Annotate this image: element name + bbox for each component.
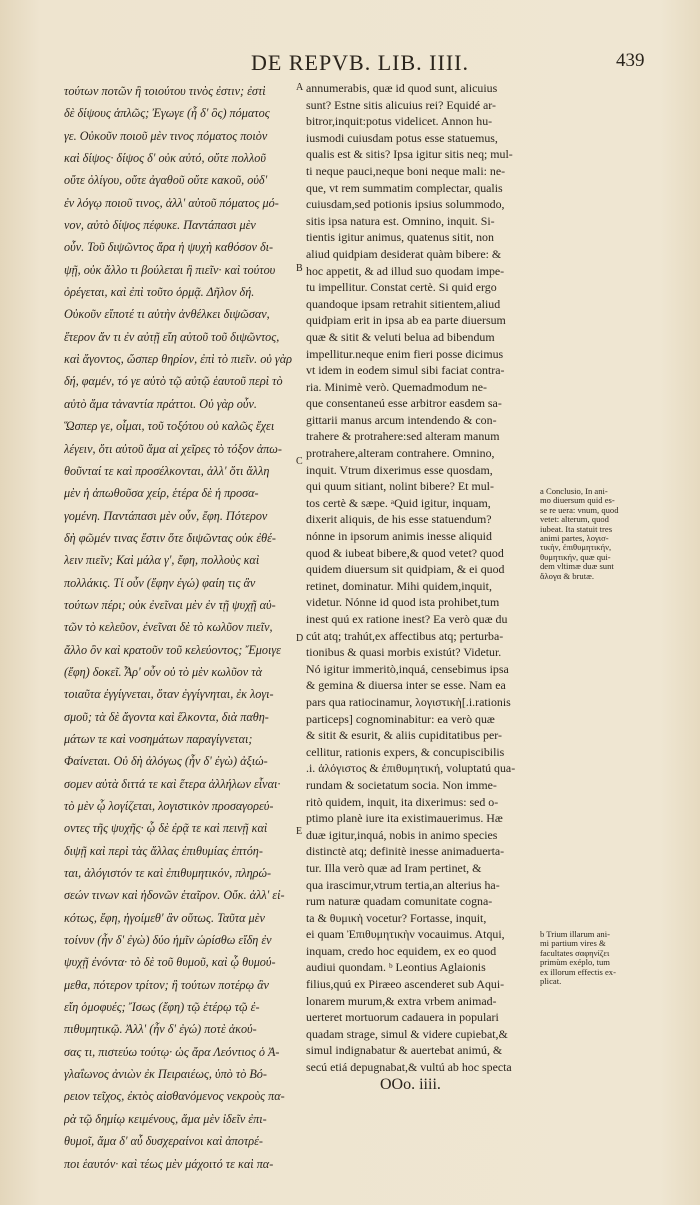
latin-text-line: .i. ἀλόγιστος & ἐπιθυμητική, voluptatú qua- <box>306 761 516 776</box>
margin-note-line: τικὴν, ἐπιθυμητικήν, <box>540 543 612 553</box>
greek-text-line: Οὐκοῦν εἴποτέ τι αὐτὴν ἀνθέλκει διψῶσαν, <box>64 307 270 322</box>
latin-text-line: tientis igitur animus, quatenus sitit, non <box>306 230 494 245</box>
latin-text-line: quidpiam erit in ipsa ab ea parte diuersum <box>306 313 506 328</box>
greek-text-line: ψῇ, οὐκ ἄλλο τι βούλεται ἢ πιεῖν· καὶ τούτου <box>64 262 276 277</box>
greek-text-line: ψυχῇ ἐνόντα· τὸ δὲ τοῦ θυμοῦ, καὶ ᾧ θυμού- <box>64 955 276 970</box>
latin-text-line: aliud quidpiam desiderat quàm bibere: & <box>306 246 502 261</box>
margin-letter-b: B <box>296 263 303 274</box>
latin-text-line: bitror,inquit:potus videlicet. Annon hu- <box>306 114 493 129</box>
greek-text-line: λέγειν, ὅτι αὐτοῦ ἅμα αἱ χεῖρες τὸ τόξον ἀπω- <box>64 441 282 456</box>
latin-text-line: cellitur, rationis expers, & concupiscibilis <box>306 744 505 759</box>
latin-text-line: ria. Minimè verò. Quemadmodum ne- <box>306 379 487 394</box>
latin-text-line: dixerit aliquis, de his esse statuendum? <box>306 512 492 527</box>
latin-text-line: & gemina & diuersa inter se esse. Nam ea <box>306 678 506 693</box>
greek-text-line: τοίνυν (ἦν δ' ἐγὼ) δύο ἡμῖν ὡρίσθω εἴδη ἐν <box>64 933 272 948</box>
margin-note-line: ex illorum effectis ex- <box>540 967 616 977</box>
latin-text-line: Nó igitur immeritò,inquá, censebimus ipsa <box>306 661 509 676</box>
latin-text-line: pars qua ratiocinamur, λογιστικὴ[.i.rationis <box>306 694 511 709</box>
margin-note-b <box>540 930 700 986</box>
greek-text-line: τῶν τὸ κελεῦον, ἐνεῖναι δὲ τὸ κωλῦον πιεῖν, <box>64 620 273 635</box>
greek-text-line: τοιαῦτα ἐγγίγνεται, ὅταν ἐγγίγνηται, ἐκ λογι- <box>64 687 274 702</box>
latin-text-line: quadam strage, simul & videre cupiebat,& <box>306 1026 508 1041</box>
margin-note-line: vetet: alterum, quod <box>540 515 609 525</box>
greek-text-line: σας τι, πιστεύω τούτῳ· ὡς ἄρα Λεόντιος ὁ Ἀ- <box>64 1044 280 1059</box>
latin-text-line: lonarem murum,& extra vrbem animad- <box>306 993 497 1008</box>
margin-note-line: θυμητικήν, quæ qui- <box>540 552 611 562</box>
greek-text-line: αὐτὸ ἅμα τἀναντία πράττοι. Οὐ γὰρ οὖν. <box>64 396 257 411</box>
margin-letter-e: E <box>296 826 303 837</box>
latin-text-line: que consentaneú esse arbitror easdem sa- <box>306 396 502 411</box>
latin-text-line: distinctè atq; definitè inesse animaduerta- <box>306 844 505 859</box>
latin-text-line: audiui quondam. ᵇ Leontius Aglaionis <box>306 960 486 975</box>
greek-text-line: δὲ δίψους ἁπλῶς; Ἐγωγε (ἦ δ' ὃς) πόματος <box>64 106 270 121</box>
latin-text-line: hoc appetit, & ad illud suo quodam impe- <box>306 263 505 278</box>
latin-text-line: ei quam Ἐπιθυμητικὴν vocauimus. Atqui, <box>306 927 505 942</box>
greek-text-line: σεών τινων καὶ ἡδονῶν ἑταῖρον. Οὔκ. ἀλλ' εἰ- <box>64 888 285 903</box>
latin-text-line: tu impellitur. Constat certè. Si quid ergo <box>306 280 497 295</box>
latin-text-line: tionibus & quasi morbis existút? Videtur. <box>306 645 502 660</box>
margin-note-line: plicat. <box>540 977 562 987</box>
margin-letter-a: A <box>296 82 304 93</box>
latin-text-line: simul indignabatur & auertebat animú, & <box>306 1043 503 1058</box>
latin-text-line: rundam & societatum socia. Non imme- <box>306 777 497 792</box>
latin-text-line: duæ igitur,inquá, nobis in animo species <box>306 827 498 842</box>
greek-text-line: κότως, ἔφη, ἡγοίμεθ' ἂν οὕτως. Ταῦτα μὲν <box>64 910 265 925</box>
greek-text-line: ἕτερον ἄν τι ἐν αὐτῇ εἴη αὐτοῦ τοῦ διψῶντος, <box>64 329 280 344</box>
latin-text-line: sunt? Estne sitis alicuius rei? Equidé ar- <box>306 97 496 112</box>
margin-note-line: facultates σαφηνίζει <box>540 948 610 958</box>
greek-text-line: ρὰ τῷ δημίῳ κειμένους, ἅμα μὲν ἰδεῖν ἐπι- <box>64 1111 267 1126</box>
latin-text-line: inest quú ex ratione inest? Ea verò quæ du <box>306 612 508 626</box>
latin-text-line: annumerabis, quæ id quod sunt, alicuius <box>306 81 498 95</box>
greek-text-line: εἴη ὁμοφυές; Ἴσως (ἔφη) τῷ ἑτέρῳ τῷ ἐ- <box>64 1000 260 1015</box>
greek-text-line: σομεν αὐτὰ διττά τε καὶ ἕτερα ἀλλήλων εἶναι· <box>64 776 281 791</box>
latin-text-line: qualis est & sitis? Ipsa igitur sitis neq; mul- <box>306 147 513 162</box>
margin-note-line: iubeat. Ita statuit tres <box>540 524 613 534</box>
latin-text-line: videtur. Nónne id quod ista prohibet,tum <box>306 595 500 610</box>
greek-text-line: νον, αὐτὸ δίψος πέφυκε. Παντάπασι μὲν <box>64 218 256 233</box>
latin-text-line: filius,quú ex Piræeo ascenderet sub Aqui- <box>306 977 505 992</box>
greek-text-line: μὲν ἡ ἀπωθοῦσα χείρ, ἑτέρα δὲ ἡ προσα- <box>64 486 259 501</box>
latin-text-line: gittarii manus arcum intendendo & con- <box>306 412 497 427</box>
margin-letter-c: C <box>296 456 303 467</box>
greek-text-line: μεθα, πότερον τρίτον; ἢ τούτων ποτέρῳ ἂν <box>64 977 269 992</box>
greek-text-line: σμοῦ; τὰ δὲ ἄγοντα καὶ ἕλκοντα, διὰ παθη- <box>64 709 269 724</box>
greek-text-line: (ἔφη) δοκεῖ. Ἆρ' οὖν οὐ τὸ μὲν κωλῦον τὰ <box>64 664 262 679</box>
latin-text-line: inquit. Vtrum dixerimus esse quosdam, <box>306 462 493 477</box>
greek-text-line: δὴ φῶμέν τινας ἔστιν ὅτε διψῶντας οὐκ ἐθέ- <box>64 530 276 545</box>
latin-text-line: vt idem in eodem simul sibi faciat contra- <box>306 363 505 378</box>
page-number: 439 <box>616 50 645 71</box>
latin-text-line: secú etiá depugnabat,& vultú ab hoc specta <box>306 1060 512 1075</box>
latin-text-line: qui quum sitiant, nolint bibere? Et mul- <box>306 479 494 494</box>
signature-mark: OOo. iiii. <box>380 1076 441 1093</box>
greek-text-line: καὶ δίψος· δίψος δ' οὐκ αὐτό, οὔτε πολλοῦ <box>64 151 266 166</box>
greek-text-line: γλαΐωνος ἀνιὼν ἐκ Πειραιέως, ὑπὸ τὸ Βό- <box>64 1067 267 1082</box>
greek-text-line: οὖν. Τοῦ διψῶντος ἄρα ἡ ψυχὴ καθόσον δι- <box>64 240 274 255</box>
latin-text-line: qua irascimur,vtrum tertia,an alterius ha- <box>306 877 500 892</box>
margin-note-line: mo diuersum quid es- <box>540 496 615 506</box>
greek-text-line: θυμοῖ, ἅμα δ' αὖ δυσχεραίνοι καὶ ἀποτρέ- <box>64 1134 263 1149</box>
greek-text-line: λειν πιεῖν; Καὶ μάλα γ', ἔφη, πολλοὺς καὶ <box>64 553 260 568</box>
latin-text-line: ta & θυμικὴ vocetur? Fortasse, inquit, <box>306 910 487 925</box>
latin-text-line: sitis ipsa natura est. Omnino, inquit. Si- <box>306 213 495 228</box>
margin-note-line: ἄλογα & brutæ. <box>540 571 594 581</box>
latin-text-line: uerteret mortuorum cadauera in populari <box>306 1010 499 1025</box>
greek-text-line: ἐν λόγῳ ποιοῦ τινος, ἀλλ' αὐτοῦ πόματος μό- <box>64 195 279 210</box>
latin-text-line: impellitur.neque enim fieri posse dicimus <box>306 346 504 361</box>
greek-text-line: καὶ ἄγοντος, ὥσπερ θηρίον, ἐπὶ τὸ πιεῖν. οὐ γὰρ <box>64 352 292 367</box>
greek-text-line: οντες τῆς ψυχῆς· ᾧ δὲ ἐρᾷ τε καὶ πεινῇ καὶ <box>64 821 268 836</box>
margin-note-line: b Trium illarum ani- <box>540 930 610 939</box>
greek-text-line: ὀρέγεται, καὶ ἐπὶ τοῦτο ὁρμᾷ. Δῆλον δή. <box>64 285 255 300</box>
latin-text-line: inquam, credo hoc equidem, ex eo quod <box>306 943 497 958</box>
greek-text-line: γε. Οὐκοῦν ποιοῦ μὲν τινος πόματος ποιὸν <box>64 128 268 143</box>
latin-text-line: iusmodi cuiusdam potus esse statuemus, <box>306 130 498 145</box>
greek-text-line: τούτων πέρι; οὐκ ἐνεῖναι μὲν ἐν τῇ ψυχῇ αὐ- <box>64 597 276 612</box>
latin-text-line: cuiusdam,sed potionis ipsius solummodo, <box>306 197 505 212</box>
latin-text-line: ritò quidem, inquit, ita dixerimus: sed o- <box>306 794 499 809</box>
greek-text-line: μάτων τε καὶ νοσημάτων παραγίγνεται; <box>64 731 253 746</box>
greek-text-line: πιθυμητικῷ. Ἀλλ' (ἦν δ' ἐγώ) ποτὲ ἀκού- <box>64 1022 257 1037</box>
greek-text-line: θοῦνταί τε καὶ προσέλκονται, ἀλλ' ὅτι ἄλλη <box>64 463 270 478</box>
margin-note-line: dem vltimæ duæ sunt <box>540 562 614 572</box>
greek-text-line: γομένη. Παντάπασι μὲν οὖν, ἔφη. Πότερον <box>64 508 268 523</box>
latin-text-line: protrahere,alteram contrahere. Omnino, <box>306 446 495 461</box>
latin-text-line: ptimo planè iure ita existimauerimus. Hæ <box>306 811 503 826</box>
latin-text-line: quidem diuersum sit quidpiam, & ei quod <box>306 562 505 577</box>
latin-text-line: & sitit & esurit, & aliis cupiditatibus per- <box>306 728 502 743</box>
margin-note-line: animi partes, λογισ- <box>540 534 609 544</box>
margin-note-line: a Conclusio, In ani- <box>540 487 608 496</box>
latin-text-line: quæ & sitit & veluti belua ad bibendum <box>306 329 495 344</box>
greek-text-line: δή, φαμέν, τό γε αὐτὸ τῷ αὐτῷ ἑαυτοῦ περὶ τὸ <box>64 374 283 389</box>
greek-text-line: τὸ μὲν ᾧ λογίζεται, λογιστικὸν προσαγορεύ- <box>64 799 274 813</box>
latin-text-line: retinet, dominatur. Mihi quidem,inquit, <box>306 578 492 593</box>
margin-note-line: primùm exéplo, tum <box>540 958 610 968</box>
latin-text-line: tur. Illa verò quæ ad Iram pertinet, & <box>306 860 482 875</box>
greek-text-line: οὔτε ὀλίγου, οὔτε ἀγαθοῦ οὔτε κακοῦ, οὐδ' <box>64 173 268 188</box>
greek-text-line: Ὥσπερ γε, οἶμαι, τοῦ τοξότου οὐ καλῶς ἔχει <box>64 419 275 434</box>
margin-note-line: se re uera: vnum, quod <box>540 505 619 515</box>
greek-text-line: τούτων ποτῶν ἢ τοιούτου τινὸς ἐστιν; ἐστὶ <box>64 84 266 98</box>
latin-text-line: quandoque ipsam retrahit sitientem,aliud <box>306 296 501 311</box>
latin-text-line: cút atq; trahút,ex affectibus atq; perturba- <box>306 628 504 643</box>
latin-text-line: tos certè & sæpe. ᵃQuid igitur, inquam, <box>306 495 491 510</box>
latin-text-column <box>306 80 532 1076</box>
margin-note-line: mi partium vires & <box>540 939 606 949</box>
greek-text-line: ποι ἑαυτόν· καὶ τέως μὲν μάχοιτό τε καὶ πα- <box>64 1156 274 1171</box>
latin-text-line: ti neque pauci,neque boni neque mali: ne- <box>306 163 506 178</box>
greek-text-line: πολλάκις. Τί οὖν (ἔφην ἐγώ) φαίη τις ἂν <box>64 575 256 590</box>
latin-text-line: rum naturæ quadam comunitate cogna- <box>306 894 493 909</box>
latin-text-line: que, vt rem summatim complectar, qualis <box>306 180 503 195</box>
latin-text-line: trahere & protrahere:sed alteram manum <box>306 429 500 444</box>
greek-text-line: διψῇ καὶ περὶ τὰς ἄλλας ἐπιθυμίας ἐπτόη- <box>64 843 263 858</box>
margin-letter-d: D <box>296 633 304 644</box>
greek-text-line: ρειον τεῖχος, ἐκτὸς αἰσθανόμενος νεκροὺς πα- <box>64 1089 285 1104</box>
latin-text-line: quod & iubeat bibere,& quod vetet? quod <box>306 545 504 560</box>
greek-text-line: Φαίνεται. Οὐ δὴ ἀλόγως (ἦν δ' ἐγὼ) ἀξιώ- <box>64 754 268 769</box>
latin-text-line: particeps] cognominabitur: ea verò quæ <box>306 711 495 726</box>
margin-note-a <box>540 487 700 581</box>
greek-text-line: ται, ἀλόγιστόν τε καὶ ἐπιθυμητικόν, πληρώ- <box>64 866 272 881</box>
greek-text-line: ἄλλο ὂν καὶ κρατοῦν τοῦ κελεύοντος; Ἔμοιγε <box>64 642 281 657</box>
running-title: DE REPVB. LIB. IIII. <box>251 50 469 75</box>
greek-text-column <box>64 80 296 1175</box>
latin-text-line: nónne in ipsorum animis inesse aliquid <box>306 529 492 544</box>
